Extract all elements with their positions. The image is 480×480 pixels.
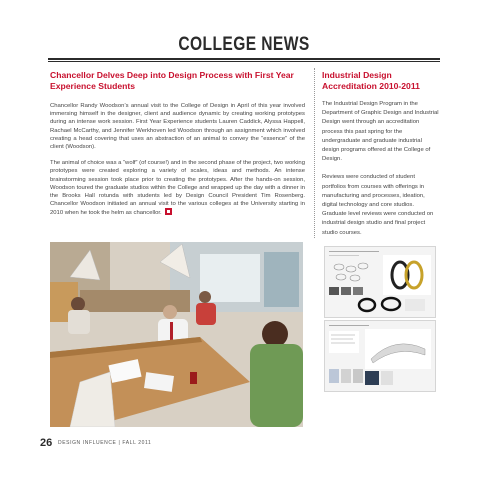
portfolio-page-1-image [325,247,435,317]
left-article [50,70,305,226]
page-number: 26 [40,437,53,449]
left-article-paragraph-2-text: The animal of choice was a “wolf” (of course!) and in the second phase of the project, two working prototypes were created exploring a variety of scales, ideas and methods. An intense brainstorming session took place prior to creating the prototypes. After the hands-on session, Woodson toured the graduate studios within the College and wrapped up the day with a dinner in the Brooks Hall rotunda with students led by Design Council President Tim Rosenberg. Chancellor Woodson initiated an annual visit to the various colleges at the University starting in 2010 when he took the helm as chancellor. [50,160,305,217]
left-article-paragraph-2 [50,159,305,217]
publication-footer: DESIGN INFLUENCE | FALL 2011 [58,440,152,446]
work-session-photo-illustration [50,242,303,427]
portfolio-page-2 [324,320,436,392]
column-divider [314,68,315,238]
right-article-paragraph-1: The Industrial Design Program in the Department of Graphic Design and Industrial Design went through an accreditation process this past spring for the undergraduate and graduate industrial design programs offered at the College of Design. [322,101,439,163]
right-article-paragraph-2: Reviews were conducted of student portfolios from courses with offerings in manufacturing and processes, ideation, digital technology and core studios. Graduate level reviews were conducted on industrial design studio and final project studio courses. [322,174,434,236]
header-rule-thin [48,61,440,62]
left-article-headline: Chancellor Delves Deep into Design Process with First Year Experience Students [50,70,294,91]
header-rule-thick [48,58,440,60]
portfolio-page-2-image [325,321,435,391]
section-title: COLLEGE NEWS [178,34,310,55]
right-article-headline: Industrial Design Accreditation 2010-2011 [322,70,420,91]
right-article [322,70,440,247]
left-article-paragraph-1: Chancellor Randy Woodson’s annual visit to the College of Design in April of this year involved immersing himself in the designer, client and audience dynamic by creating working prototypes during an intense work session. First Year Experience students Lauren Caddick, Alyssa Happell, Rachael McCarthy, and Jennifer Werkhoven led Woodson through an assignment which involved creating a head covering that uses an abstraction of an animal to convey the “essence” of the client (Woodson). [50,103,305,151]
end-of-article-icon [165,208,172,215]
work-session-photo [50,242,303,427]
portfolio-page-1 [324,246,436,318]
